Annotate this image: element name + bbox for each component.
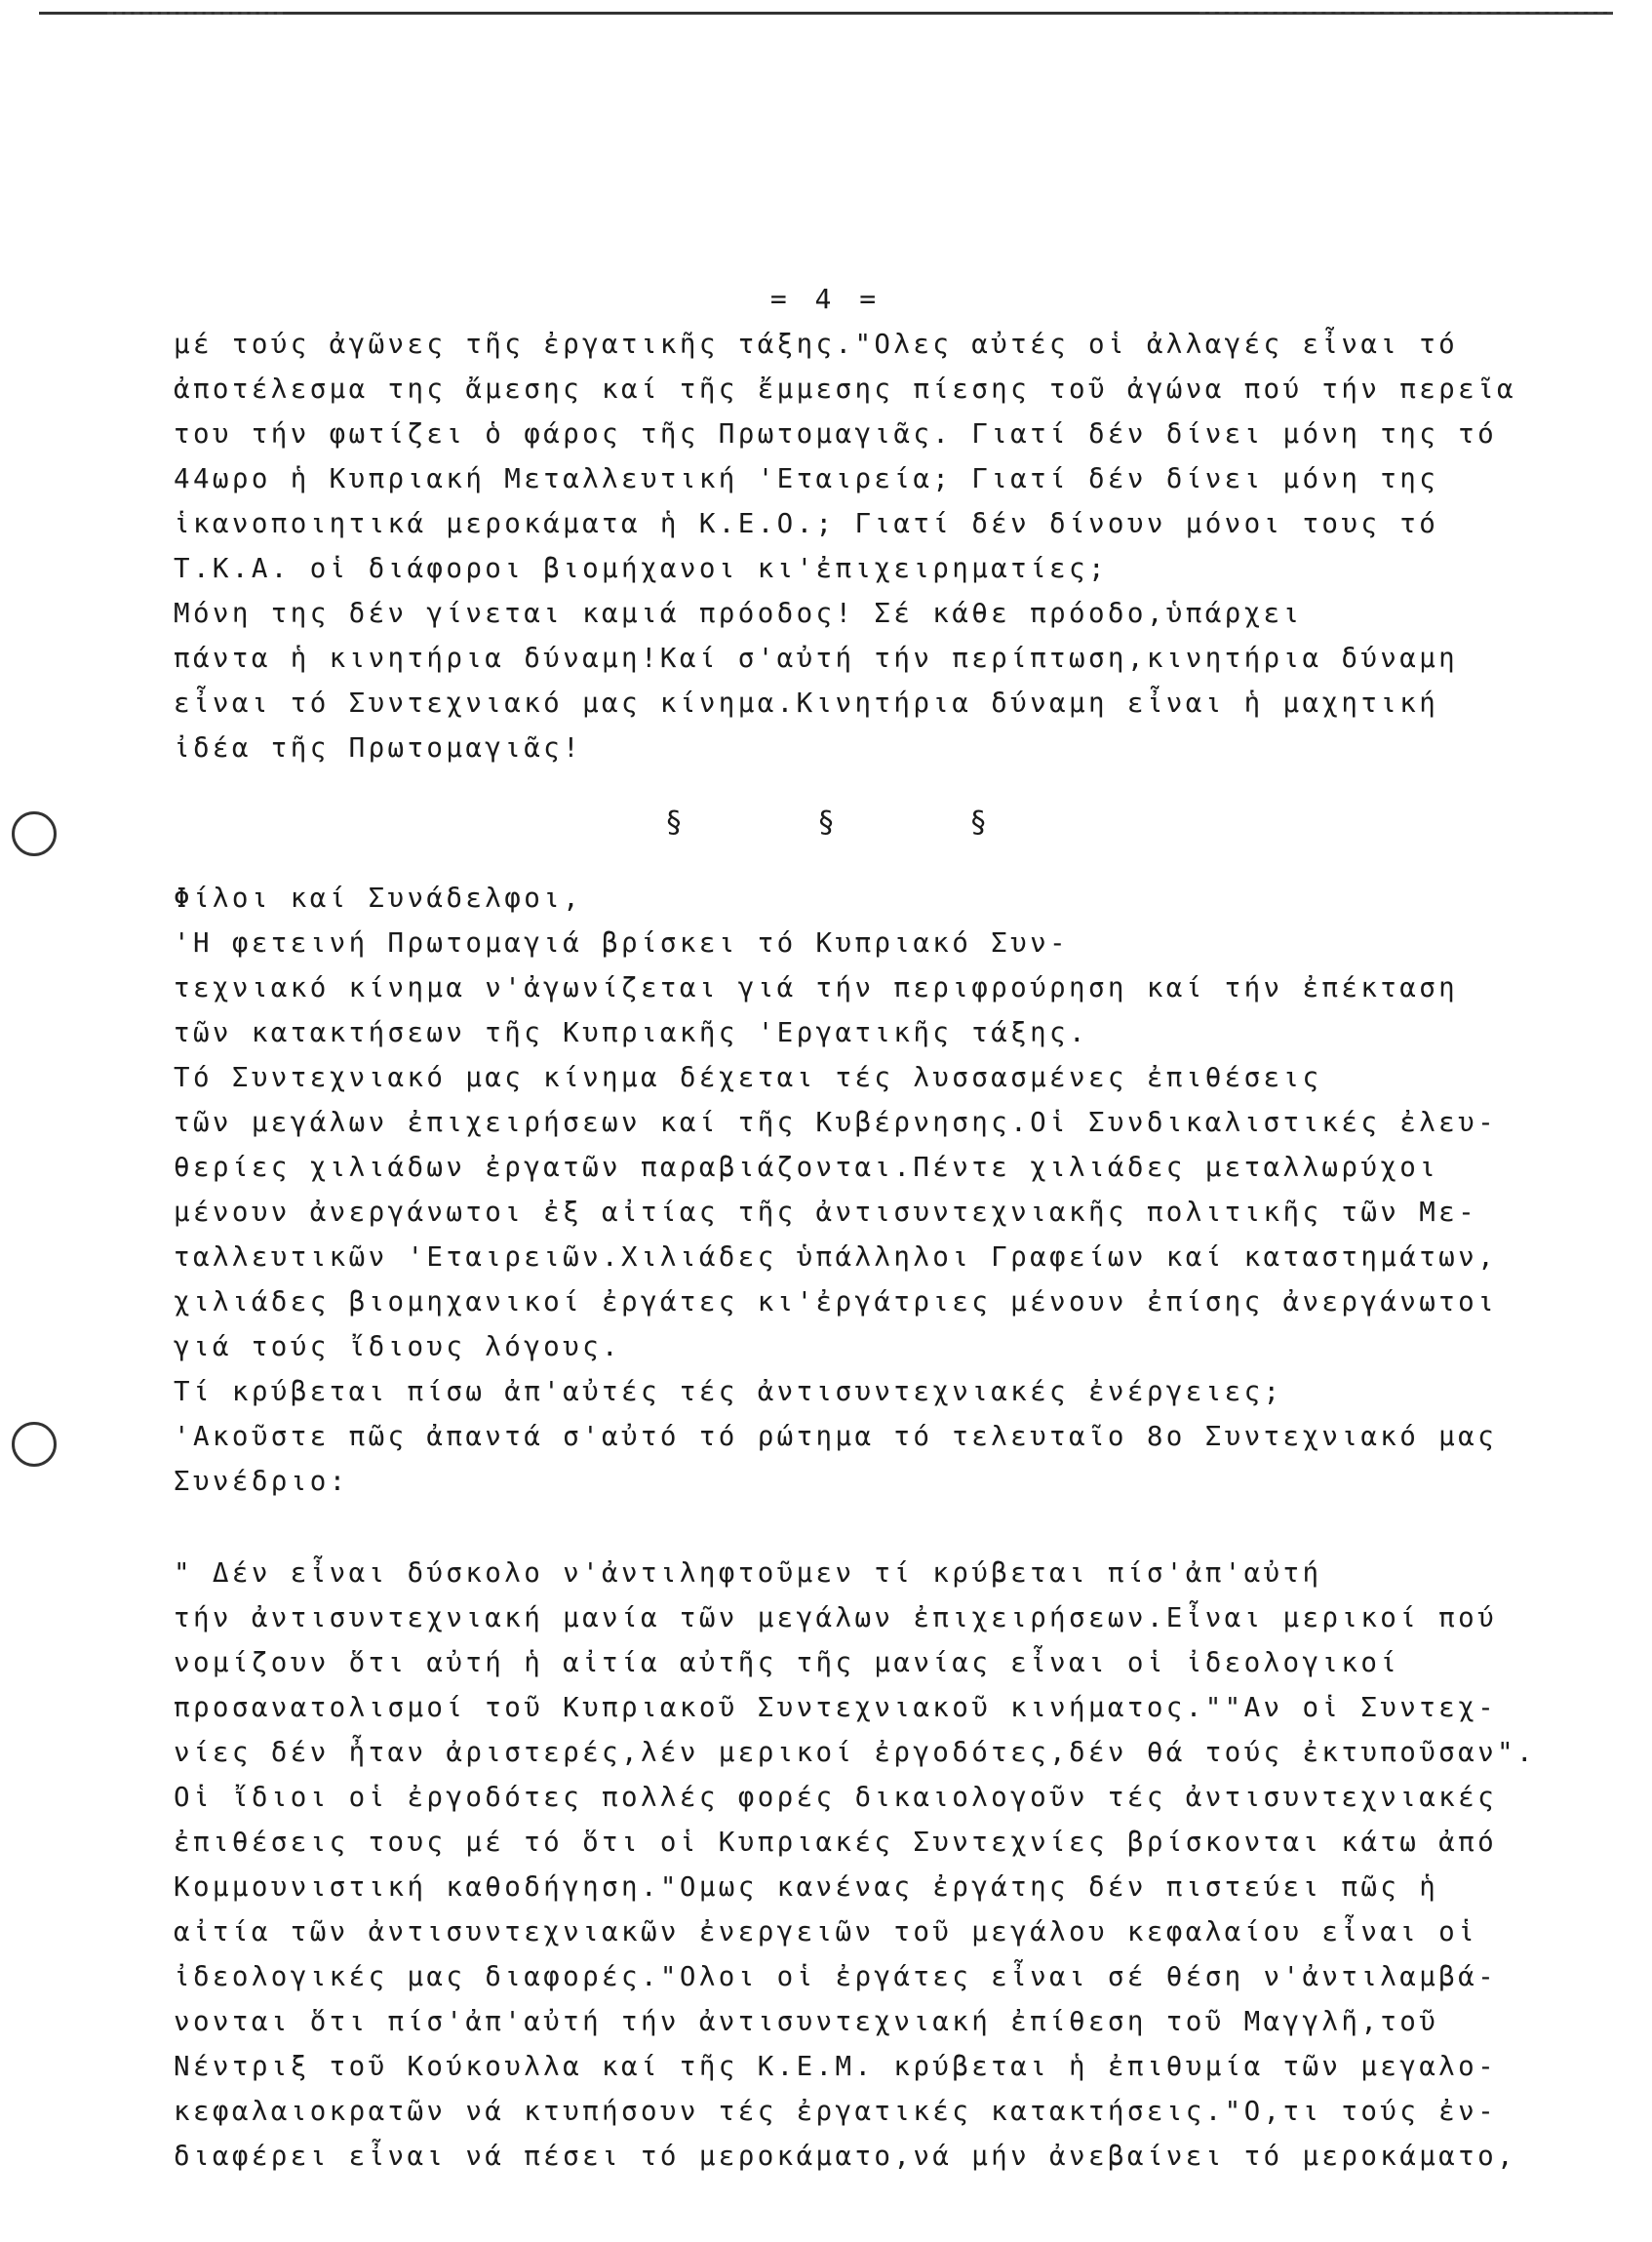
text-line: αἰτία τῶν ἀντισυντεχνιακῶν ἐνεργειῶν τοῦ μεγάλου κεφαλαίου εἶναι οἱ xyxy=(174,1916,1478,1947)
text-line: Οἱ ἴδιοι οἱ ἐργοδότες πολλές φορές δικαιολογοῦν τές ἀντισυντεχνιακές xyxy=(174,1782,1498,1813)
text-line: 44ωρο ἡ Κυπριακή Μεταλλευτική 'Εταιρεία; Γιατί δέν δίνει μόνη της xyxy=(174,463,1439,494)
text-line: κεφαλαιοκρατῶν νά κτυπήσουν τές ἐργατικές κατακτήσεις."Ο,τι τούς ἐν- xyxy=(174,2096,1498,2127)
text-line: νίες δέν ἦταν ἀριστερές,λέν μερικοί ἐργοδότες,δέν θά τούς ἐκτυποῦσαν". xyxy=(174,1737,1536,1768)
text-line: ἐπιθέσεις τους μέ τό ὅτι οἱ Κυπριακές Συντεχνίες βρίσκονται κάτω ἀπό xyxy=(174,1827,1498,1858)
text-line: 'Η φετεινή Πρωτομαγιά βρίσκει τό Κυπριακό Συν- xyxy=(174,927,1069,959)
text-line: Τί κρύβεται πίσω ἀπ'αὐτές τές ἀντισυντεχνιακές ἐνέργειες; xyxy=(174,1376,1283,1407)
text-line: νονται ὅτι πίσ'ἀπ'αὐτή τήν ἀντισυντεχνιακή ἐπίθεση τοῦ Μαγγλῆ,τοῦ xyxy=(174,2006,1439,2037)
text-line: " Δέν εἶναι δύσκολο ν'ἀντιληφτοῦμεν τί κρύβεται πίσ'ἀπ'αὐτή xyxy=(174,1557,1322,1589)
text-line: Τό Συντεχνιακό μας κίνημα δέχεται τές λυσσασμένες ἐπιθέσεις xyxy=(174,1062,1322,1093)
punch-hole-lower xyxy=(12,1422,57,1467)
text-line: θερίες χιλιάδων ἐργατῶν παραβιάζονται.Πέντε χιλιάδες μεταλλωρύχοι xyxy=(174,1152,1439,1183)
text-line: 'Ακοῦστε πῶς ἀπαντά σ'αὐτό τό ρώτημα τό τελευταῖο 8ο Συντεχνιακό μας xyxy=(174,1421,1498,1452)
text-line: Συνέδριο: xyxy=(174,1466,349,1497)
text-line: Μόνη της δέν γίνεται καμιά πρόοδος! Σέ κάθε πρόοδο,ὑπάρχει xyxy=(174,598,1303,629)
text-line: ἰδέα τῆς Πρωτομαγιᾶς! xyxy=(174,732,583,764)
text-line: πάντα ἡ κινητήρια δύναμη!Καί σ'αὐτή τήν περίπτωση,κινητήρια δύναμη xyxy=(174,643,1459,674)
text-line: ἱκανοποιητικά μεροκάματα ἡ Κ.Ε.Ο.; Γιατί δέν δίνουν μόνοι τους τό xyxy=(174,508,1439,539)
text-line: εἶναι τό Συντεχνιακό μας κίνημα.Κινητήρια δύναμη εἶναι ἡ μαχητική xyxy=(174,688,1439,719)
text-line: ταλλευτικῶν 'Εταιρειῶν.Χιλιάδες ὑπάλληλοι Γραφείων καί καταστημάτων, xyxy=(174,1241,1498,1273)
text-line: χιλιάδες βιομηχανικοί ἐργάτες κι'ἐργάτριες μένουν ἐπίσης ἀνεργάνωτοι xyxy=(174,1286,1498,1318)
text-line: τεχνιακό κίνημα ν'ἀγωνίζεται γιά τήν περιφρούρηση καί τήν ἐπέκταση xyxy=(174,972,1459,1003)
text-line: τήν ἀντισυντεχνιακή μανία τῶν μεγάλων ἐπιχειρήσεων.Εἶναι μερικοί πού xyxy=(174,1602,1498,1633)
text-line: Τ.Κ.Α. οἱ διάφοροι βιομήχανοι κι'ἐπιχειρηματίες; xyxy=(174,553,1108,584)
text-line: προσανατολισμοί τοῦ Κυπριακοῦ Συντεχνιακοῦ κινήματος.""Αν οἱ Συντεχ- xyxy=(174,1692,1498,1723)
text-line: τῶν μεγάλων ἐπιχειρήσεων καί τῆς Κυβέρνησης.Οἱ Συνδικαλιστικές ἐλευ- xyxy=(174,1107,1498,1138)
text-line: του τήν φωτίζει ὁ φάρος τῆς Πρωτομαγιᾶς. Γιατί δέν δίνει μόνη της τό xyxy=(174,418,1498,450)
section-divider: § § § xyxy=(664,806,1046,840)
text-line: Φίλοι καί Συνάδελφοι, xyxy=(174,883,583,914)
text-line: νομίζουν ὅτι αὐτή ἡ αἰτία αὐτῆς τῆς μανίας εἶναι οἱ ἰδεολογικοί xyxy=(174,1647,1400,1678)
text-line: γιά τούς ἴδιους λόγους. xyxy=(174,1331,621,1362)
text-line: μένουν ἀνεργάνωτοι ἐξ αἰτίας τῆς ἀντισυντεχνιακῆς πολιτικῆς τῶν Με- xyxy=(174,1197,1478,1228)
top-edge-dashes xyxy=(107,12,283,15)
text-line: τῶν κατακτήσεων τῆς Κυπριακῆς 'Εργατικῆς τάξης. xyxy=(174,1017,1088,1048)
text-line: ἰδεολογικές μας διαφορές."Ολοι οἱ ἐργάτες εἶναι σέ θέση ν'ἀντιλαμβά- xyxy=(174,1961,1498,1992)
page-number: = 4 = xyxy=(769,283,883,315)
text-line: Κομμουνιστική καθοδήγηση."Ομως κανένας ἐργάτης δέν πιστεύει πῶς ἡ xyxy=(174,1871,1439,1903)
text-line: διαφέρει εἶναι νά πέσει τό μεροκάματο,νά μήν ἀνεβαίνει τό μεροκάματο, xyxy=(174,2141,1516,2172)
top-edge-dashes-right xyxy=(1200,12,1613,14)
text-line: μέ τούς ἀγῶνες τῆς ἐργατικῆς τάξης."Ολες αὐτές οἱ ἀλλαγές εἶναι τό xyxy=(174,329,1459,360)
text-line: Νέντριξ τοῦ Κούκουλλα καί τῆς Κ.Ε.Μ. κρύβεται ἡ ἐπιθυμία τῶν μεγαλο- xyxy=(174,2051,1498,2082)
text-line: ἀποτέλεσμα της ἄμεσης καί τῆς ἔμμεσης πίεσης τοῦ ἀγώνα πού τήν περεῖα xyxy=(174,374,1516,405)
